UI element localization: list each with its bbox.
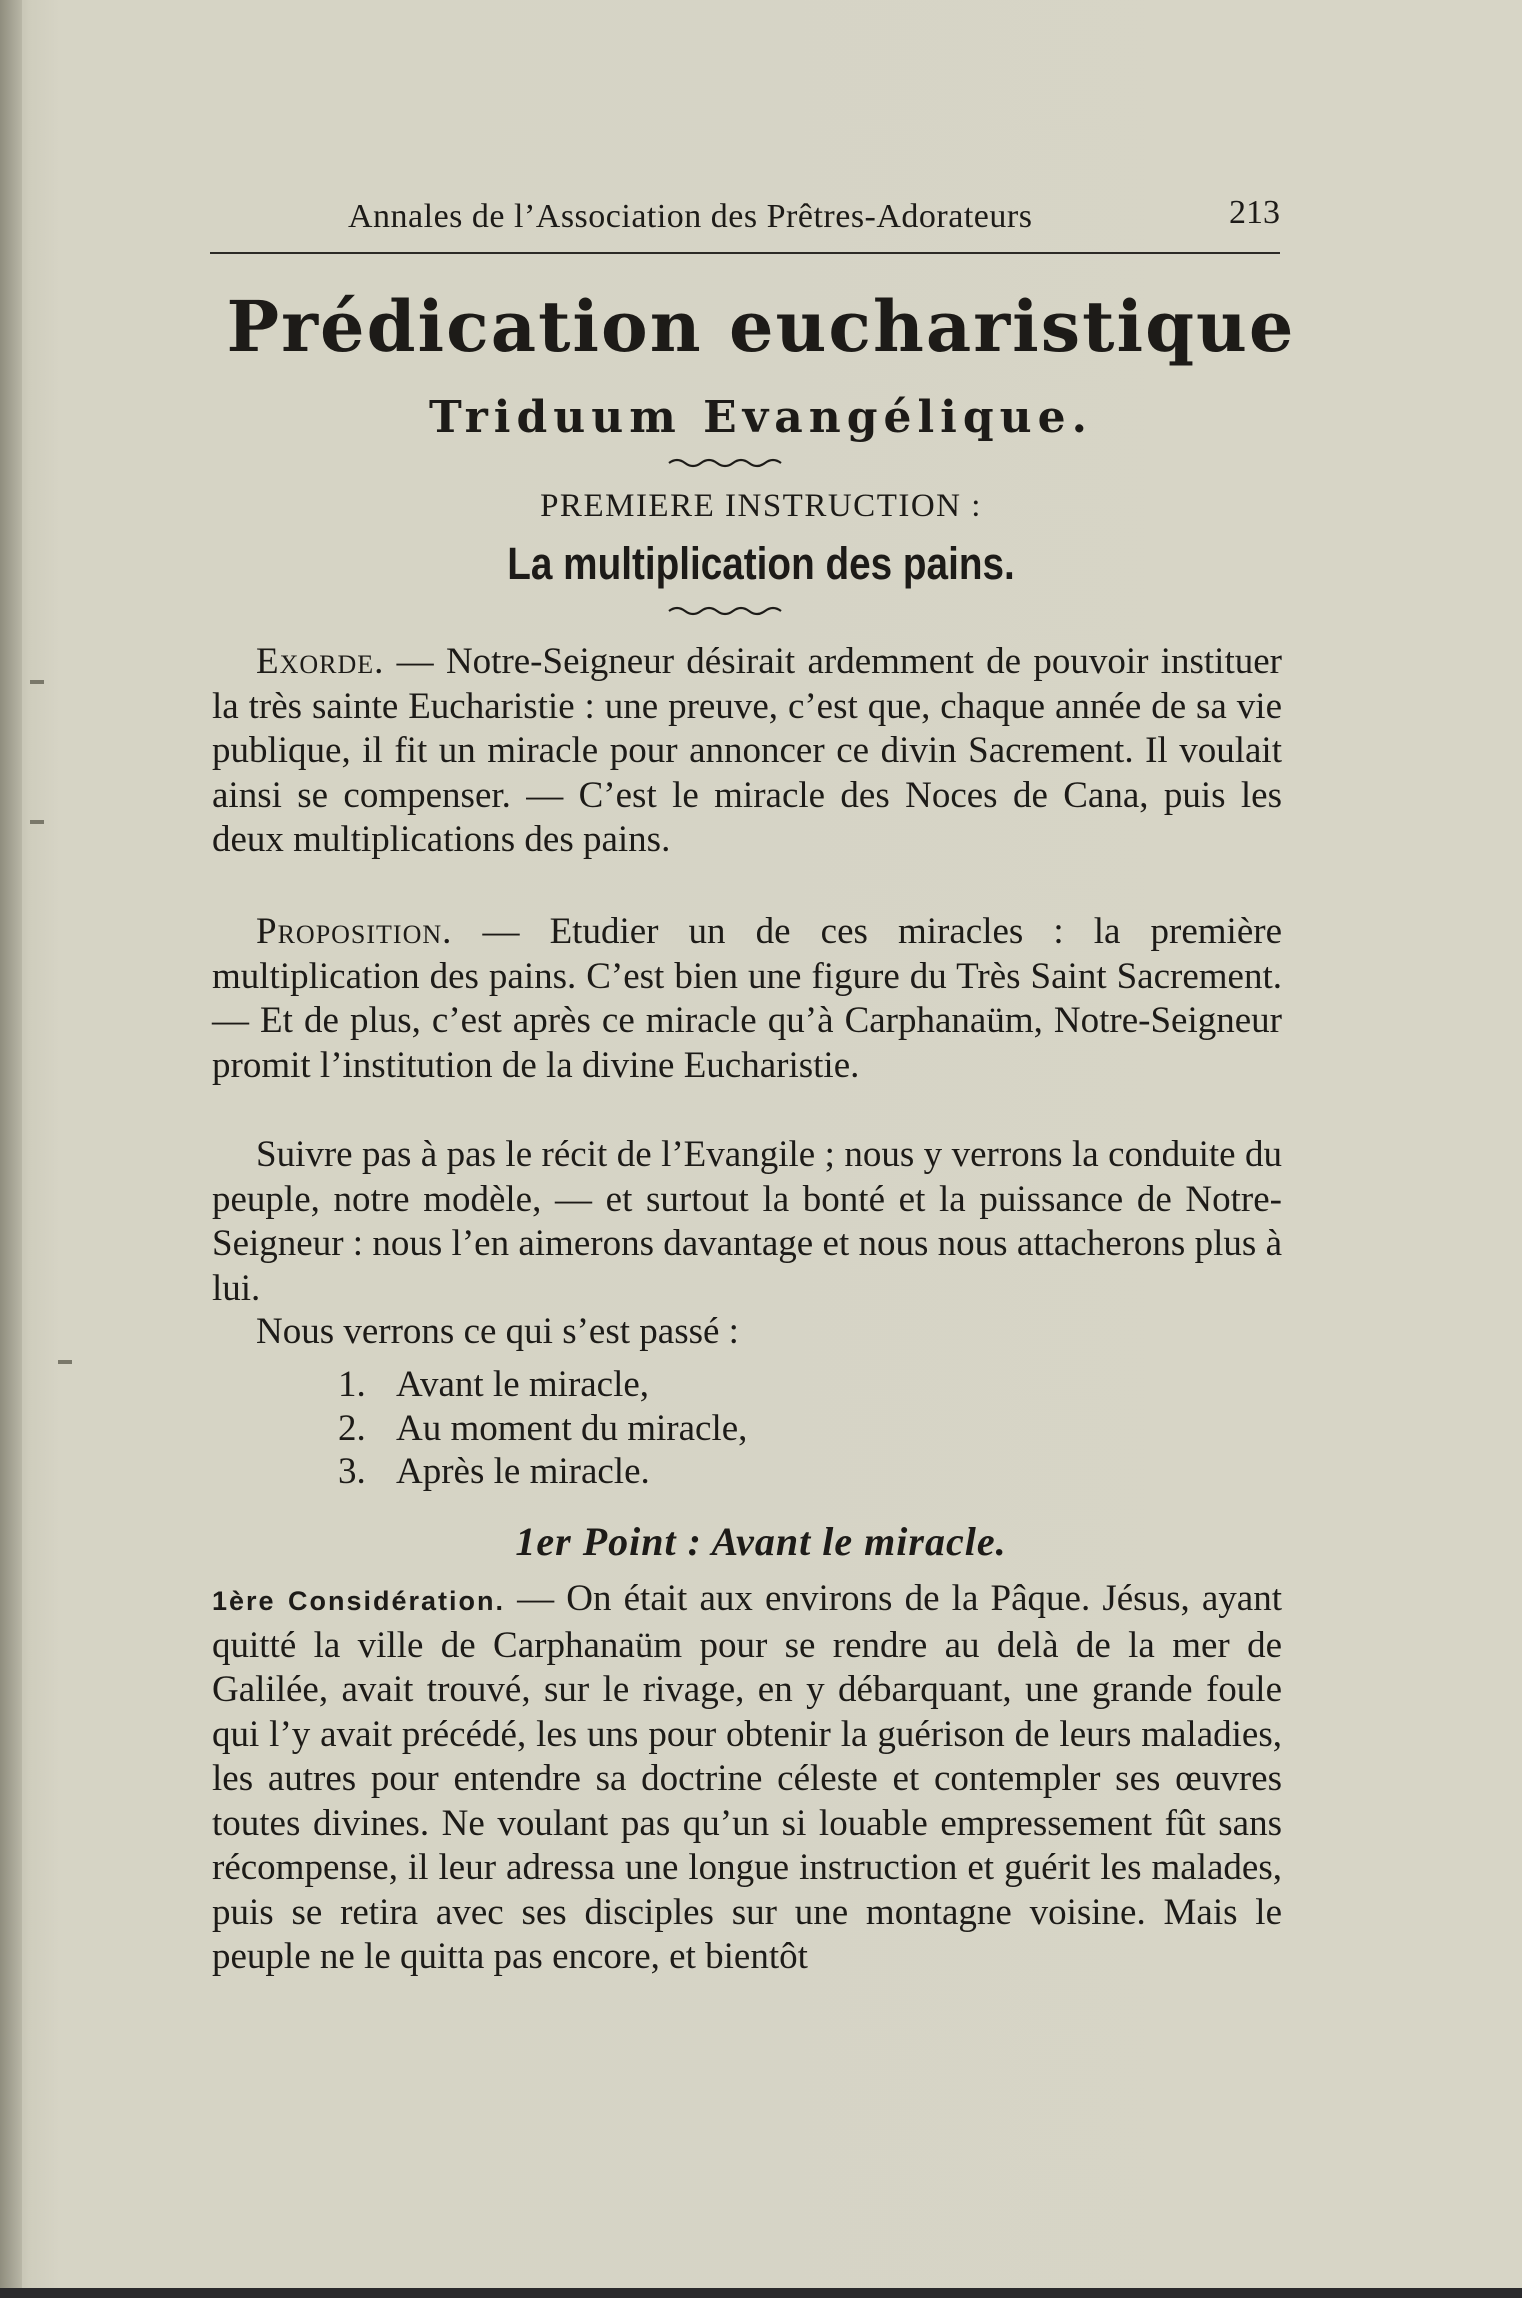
list-number: 3. <box>338 1451 366 1492</box>
list-number: 2. <box>338 1407 366 1449</box>
list-item <box>338 1407 1138 1451</box>
proposition-text: — Etudier un de ces miracles : la première multiplication des pains. C’est bien une figure du Très Saint Sacrement. — Et de plus, c’est après ce miracle qu’à Carphanaüm, Notre-Seigneur promit l’institution de la divine Eucharistie. <box>212 911 1282 1086</box>
page-number: 213 <box>1229 194 1280 231</box>
list-number: 1. <box>338 1364 366 1405</box>
list-item <box>338 1363 1138 1407</box>
exorde-lead: Exorde. <box>256 641 385 682</box>
main-title: Prédication eucharistique <box>226 285 1296 368</box>
margin-mark <box>30 680 44 684</box>
margin-mark <box>58 1360 72 1364</box>
suivre-text: Suivre pas à pas le récit de l’Evangile ; nous y verrons la conduite du peuple, notre modèle, — et surtout la bonté et la puissance de Notre-Seigneur : nous l’en aimerons davantage et nous nous attacherons plus à lui. <box>212 1134 1282 1309</box>
list-text: Après le miracle. <box>396 1451 650 1492</box>
header-rule <box>210 252 1280 254</box>
suivre-paragraph <box>212 1133 1282 1311</box>
list-text: Avant le miracle, <box>396 1364 650 1405</box>
point-heading: 1er Point : Avant le miracle. <box>515 1519 1007 1564</box>
instruction-title: La multiplication des pains. <box>507 538 1015 589</box>
list-text: Au moment du miracle, <box>396 1407 748 1449</box>
nous-verrons-text: Nous verrons ce qui s’est passé : <box>256 1311 739 1352</box>
consideration-lead: 1ère Considération. <box>212 1586 505 1616</box>
numbered-list <box>338 1363 1138 1494</box>
page-header <box>210 190 1280 250</box>
proposition-paragraph <box>212 910 1282 1132</box>
wavy-ornament <box>667 604 787 618</box>
running-title: Annales de l’Association des Prêtres-Adorateurs <box>348 198 1033 235</box>
proposition-lead: Proposition. <box>256 911 453 952</box>
consideration-text: — On était aux environs de la Pâque. Jésus, ayant quitté la ville de Carphanaüm pour se rendre au delà de la mer de Galilée, avait trouvé, sur le rivage, en y débarquant, une grande foule qui l’y avait précédé, les uns pour obtenir la guérison de leurs maladies, les autres pour entendre sa doctrine céleste et contempler ses œuvres toutes divines. Ne voulant pas qu’un si louable empressement fût sans récompense, il leur adressa une longue instruction et guérit les malades, puis se retira avec ses disciples sur une montagne voisine. Mais le peuple ne le quitta pas encore, et bientôt <box>212 1578 1282 1977</box>
nous-verrons-paragraph <box>212 1310 1282 1355</box>
exorde-text: — Notre-Seigneur désirait ardemment de pouvoir instituer la très sainte Eucharistie : une preuve, c’est que, chaque année de sa vie publique, il fit un miracle pour annoncer ce divin Sacrement. Il voulait ainsi se compenser. — C’est le miracle des Noces de Cana, puis les deux multiplications des pains. <box>212 641 1282 860</box>
list-item <box>338 1450 1138 1494</box>
margin-mark <box>30 820 44 824</box>
subtitle: Triduum Evangélique. <box>429 392 1093 443</box>
consideration-paragraph <box>212 1577 1282 1980</box>
exorde-paragraph <box>212 640 1282 863</box>
page-bottom-edge <box>0 2288 1522 2298</box>
wavy-ornament <box>667 456 787 470</box>
instruction-label: PREMIERE INSTRUCTION : <box>540 488 982 524</box>
